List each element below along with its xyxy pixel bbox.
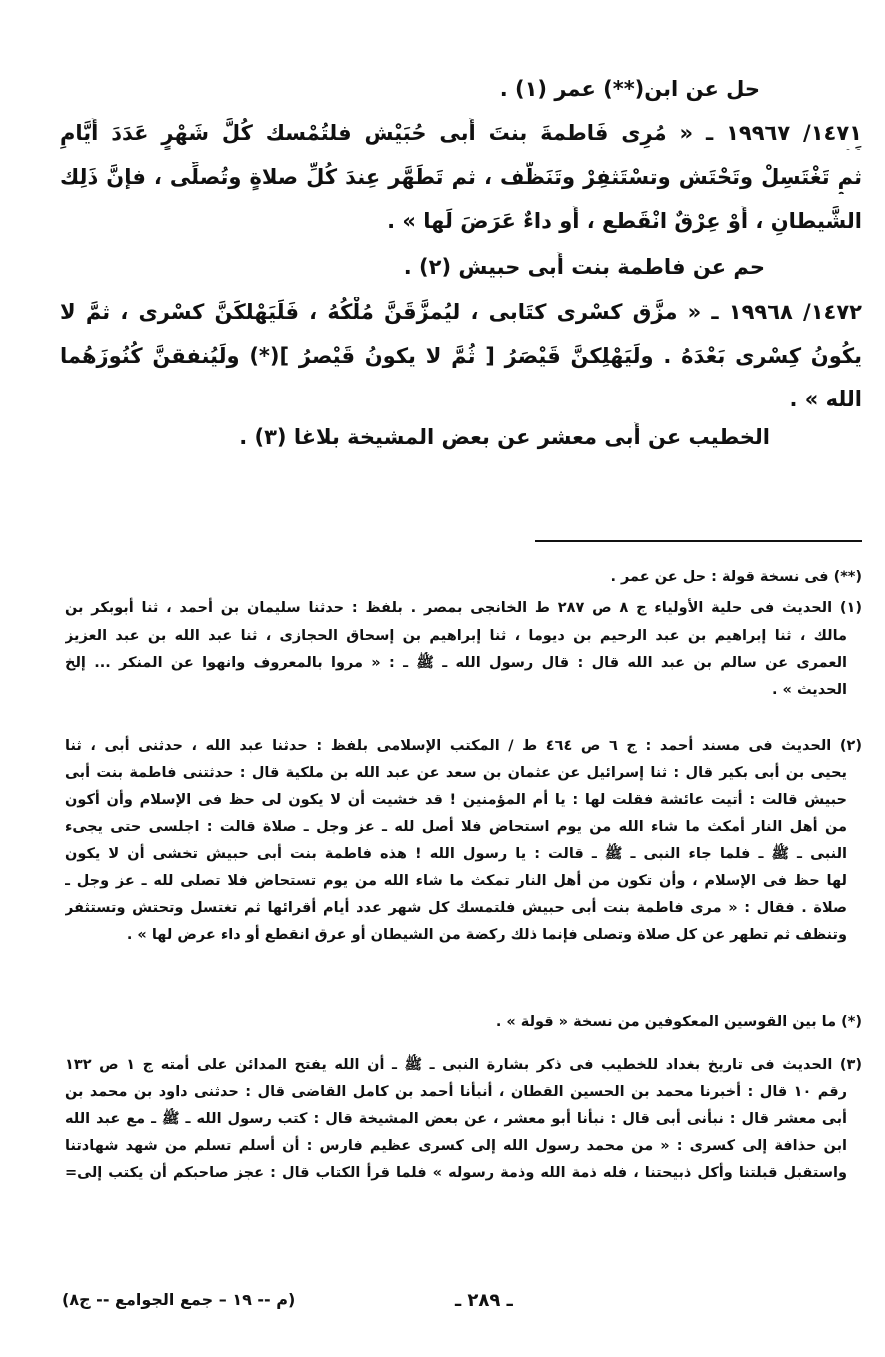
hadith-1471-line: ثم تَغْتَسِلْ وتَحْتَش وتسْتَثفِرْ وتَنَظَّف ، ثم تَطَهَّر عِندَ كُلِّ صلاةٍ وتُصلِّى ، فإنَّ ذَلِك	[60, 165, 862, 189]
footnote-line: لها حظ فى الإسلام ، وأن تكون من أهل النار تمكث ما شاء الله من يوم تستحاض فلا تصلى لله ـ عز وجل ـ	[65, 873, 847, 889]
source-line: الخطيب عن أَبى معشر عن بعض المشيخة بلاغا (٣) .	[239, 425, 770, 449]
hadith-1471-line: الشَّيطانِ ، أَوْ عِرْقٌ انْقَطع ، أَو داءٌ عَرَضَ لَها » .	[387, 209, 862, 233]
source-line: حل عن ابن(**) عمر (١) .	[499, 77, 760, 101]
signature-mark: (م -- ١٩ – جمع الجوامع -- ج٨)	[62, 1290, 296, 1309]
footnote-line: واستقبل قبلتنا وأكل ذبيحتنا ، فله ذمة الله وذمة رسوله » فلما قرأ الكتاب قال : عجز صاحبكم أن يكتب إلى=	[65, 1165, 847, 1181]
footnote-line: (*) ما بين القوسين المعكوفين من نسخة « قولة » .	[495, 1014, 862, 1030]
footnote-line: يحيى بن أبى بكير قال : ثنا إسرائيل عن عثمان بن سعد عن عبد الله بن ملكية قال : حدثتنى فاطمة بنت أبى	[65, 765, 847, 781]
footnote-line: وتنظف ثم تطهر عن كل صلاة وتصلى فإنما ذلك ركضة من الشيطان أو عرق انقطع أو داء عرض لها » .	[126, 927, 847, 943]
footnote-line: رقم ١٠ قال : أخبرنا محمد بن الحسين القطان ، أنبأنا أحمد بن كامل القاضى قال : حدثنى داود بن محمد بن	[65, 1084, 847, 1100]
source-line: حم عن فاطمة بنت أَبى حبيش (٢) .	[403, 255, 765, 279]
footnote-line: العمرى عن سالم بن عبد الله قال : قال رسول الله ـ ﷺ ـ : « مروا بالمعروف وانهوا عن المنكر ... إلخ	[65, 655, 847, 671]
hadith-1472-line: ١٤٧٢/ ١٩٩٦٨ ـ « مزَّق كسْرى كتَابى ، ليُمزَّقَنَّ مُلْكُهُ ، فَلَيَهْلكَنَّ كسْرى ، ثمَّ لا	[60, 300, 862, 324]
footnote-line: أبى معشر قال : نبأنى أبى قال : نبأنا أبو معشر ، عن بعض المشيخة قال : كتب رسول الله ـ ﷺ ـ مع عبد الله	[65, 1111, 847, 1127]
footnote-line: النبى ـ ﷺ ـ فلما جاء النبى ـ ﷺ ـ قالت : يا رسول الله ! هذه فاطمة بنت أبى حبيش تخشى أن لا يكون	[65, 846, 847, 862]
footnote-separator	[535, 540, 862, 542]
footnote-line: الحديث » .	[771, 682, 847, 698]
footnote-line: (٣) الحديث فى تاريخ بغداد للخطيب فى ذكر بشارة النبى ـ ﷺ ـ أن الله يفتح المدائن على أمته ج ١ ص ١٣٢	[65, 1057, 862, 1073]
hadith-1472-line: يكُونُ كِسْرى بَعْدَهُ . ولَيَهْلِكنَّ قَيْصَرُ [ ثُمَّ لا يكونُ قَيْصرُ ](*) ولَيُنفقنَّ كُنُوزَهُما	[60, 344, 862, 368]
footnote-line: مالك ، ثنا إبراهيم بن عبد الرحيم بن ديوما ، ثنا إبراهيم بن إسحاق الحجازى ، ثنا عبد الله بن عبد العزيز	[65, 628, 847, 644]
page-number: ـ ٢٨٩ ـ	[455, 1290, 513, 1311]
hadith-1472-line: الله » .	[789, 387, 862, 411]
footnote-line: (١) الحديث فى حلية الأولياء ج ٨ ص ٢٨٧ ط الخانجى بمصر . بلفظ : حدثنا سليمان بن أحمد ، ثنا أبوبكر بن	[65, 600, 862, 616]
footnote-line: صلاة . فقال : « مرى فاطمة بنت أبى حبيش فلتمسك كل شهر عدد أيام أقرائها ثم تغتسل وتحتش وتستثفر	[65, 900, 847, 916]
footnote-line: (٢) الحديث فى مسند أحمد : ج ٦ ص ٤٦٤ ط / المكتب الإسلامى بلفظ : حدثنا عبد الله ، حدثنى أبى ، ثنا	[65, 738, 862, 754]
footnote-line: (**) فى نسخة قولة : حل عن عمر .	[610, 569, 862, 585]
footnote-line: حبيش قالت : أتيت عائشة فقلت لها : يا أم المؤمنين ! قد خشيت أن لا يكون لى حظ فى الإسلام وأن أكون	[65, 792, 847, 808]
footnote-line: من أهل النار أمكث ما شاء الله من يوم استحاض فلا أصل لله ـ عز وجل ـ صلاة قالت : اجلسى حتى يجىء	[65, 819, 847, 835]
hadith-1471-line: ١٤٧١/ ١٩٩٦٧ ـ « مُرِى فَاطمةَ بنتَ أَبى حُبَيْش فلتُمْسك كُلَّ شَهْرٍ عَدَدَ أَيَّامِ	[60, 121, 862, 145]
footnote-line: ابن حذافة إلى كسرى : « من محمد رسول الله إلى كسرى عظيم فارس : أن أسلم تسلم من شهد شهادتنا	[65, 1138, 847, 1154]
